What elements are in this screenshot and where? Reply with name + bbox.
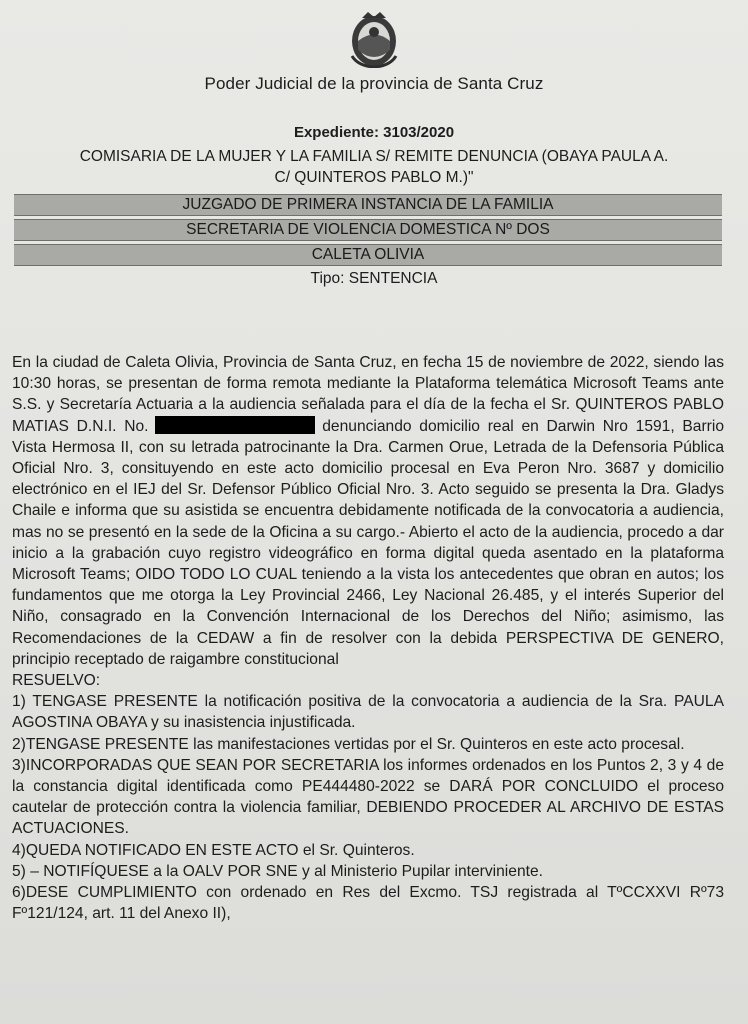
court-name: Poder Judicial de la provincia de Santa Cruz: [204, 74, 544, 93]
resolution-item-2: 2)TENGASE PRESENTE las manifestaciones vertidas por el Sr. Quinteros en este acto procesal.: [12, 735, 685, 753]
court-band-city: CALETA OLIVIA: [14, 244, 722, 266]
court-band-juzgado: JUZGADO DE PRIMERA INSTANCIA DE LA FAMILIA: [14, 194, 722, 216]
expediente: [0, 124, 748, 141]
expediente-number: 3103/2020: [383, 124, 455, 141]
paragraph-intro: En la ciudad de Caleta Olivia, Provincia de Santa Cruz, en fecha 15 de noviembre de 2022, siendo las 10:30 horas, se presentan de forma remota mediante la Plataforma telemática Microsoft Teams ante S.S. y Secretaría Actuaria a la audiencia señalada para el día de la fecha el Sr. QUINTEROS PABLO MATIAS D.N.I. No.: [12, 354, 724, 435]
resolution-item-1: 1) TENGASE PRESENTE la notificación positiva de la convocatoria a audiencia de la Sra. PAULA AGOSTINA OBAYA y su inasistencia injustificada.: [12, 693, 724, 732]
resolution-item-3: 3)INCORPORADAS QUE SEAN POR SECRETARIA los informes ordenados en los Puntos 2, 3 y 4 de la constancia digital identificada como PE444480-2022 se DARÁ POR CONCLUIDO el proceso cautelar de protección contra la violencia familiar, DEBIENDO PROCEDER AL ARCHIVO DE ESTAS ACTUACIONES.: [12, 756, 724, 838]
redaction-block: [155, 416, 315, 434]
document-body: [12, 352, 724, 924]
resuelvo-heading: RESUELVO:: [12, 672, 101, 690]
resolution-item-6: 6)DESE CUMPLIMIENTO con ordenado en Res del Excmo. TSJ registrada al TºCCXXVI Rº73 Fº121/124, art. 11 del Anexo II),: [12, 884, 724, 923]
resolution-item-4: 4)QUEDA NOTIFICADO EN ESTE ACTO el Sr. Quinteros.: [12, 841, 415, 859]
case-caption-line-2: C/ QUINTEROS PABLO M.)": [274, 169, 474, 186]
body-paragraph: [12, 352, 724, 670]
resolution-item-5: 5) – NOTIFÍQUESE a la OALV POR SNE y al Ministerio Pupilar interviniente.: [12, 862, 543, 880]
case-caption: [24, 146, 724, 188]
expediente-label: Expediente:: [293, 124, 379, 141]
coat-of-arms-icon: [348, 10, 400, 68]
paragraph-continuation: denunciando domicilio real en Darwin Nro 1591, Barrio Vista Hermosa II, con su letrada patrocinante la Dra. Carmen Orue, Letrada de la Defensoria Pública Oficial Nro. 3, consituyendo en este acto domicilio procesal en Eva Peron Nro. 3687 y domicilio electrónico en el IEJ del Sr. Defensor Público Oficial Nro. 3. Acto seguido se presenta la Dra. Gladys Chaile e informa que su asistida se encuentra debidamente notificada de la convocatoria a audiencia, mas no se presentó en la sede de la Oficina a su cargo.- Abierto el acto de la audiencia, procedo a dar inicio a la grabación cuyo registro videográfico en forma digital queda asentado en la plataforma Microsoft Teams; OIDO TODO LO CUAL teniendo a la vista los antecedentes que obran en autos; los fundamentos que me otorga la Ley Provincial 2466, Ley Nacional 26.485, y el interés Superior del Niño, consagrado en la Convención Internacional de los Derechos del Niño; asimismo, las Recomendaciones de la CEDAW a fin de resolver con la debida PERSPECTIVA DE GENERO, principio receptado de raigambre constitucional: [12, 417, 725, 668]
document-type: Tipo: SENTENCIA: [310, 270, 438, 287]
court-band-secretaria: SECRETARIA DE VIOLENCIA DOMESTICA Nº DOS: [14, 219, 722, 241]
case-caption-line-1: COMISARIA DE LA MUJER Y LA FAMILIA S/ REMITE DENUNCIA (OBAYA PAULA A.: [79, 148, 669, 165]
